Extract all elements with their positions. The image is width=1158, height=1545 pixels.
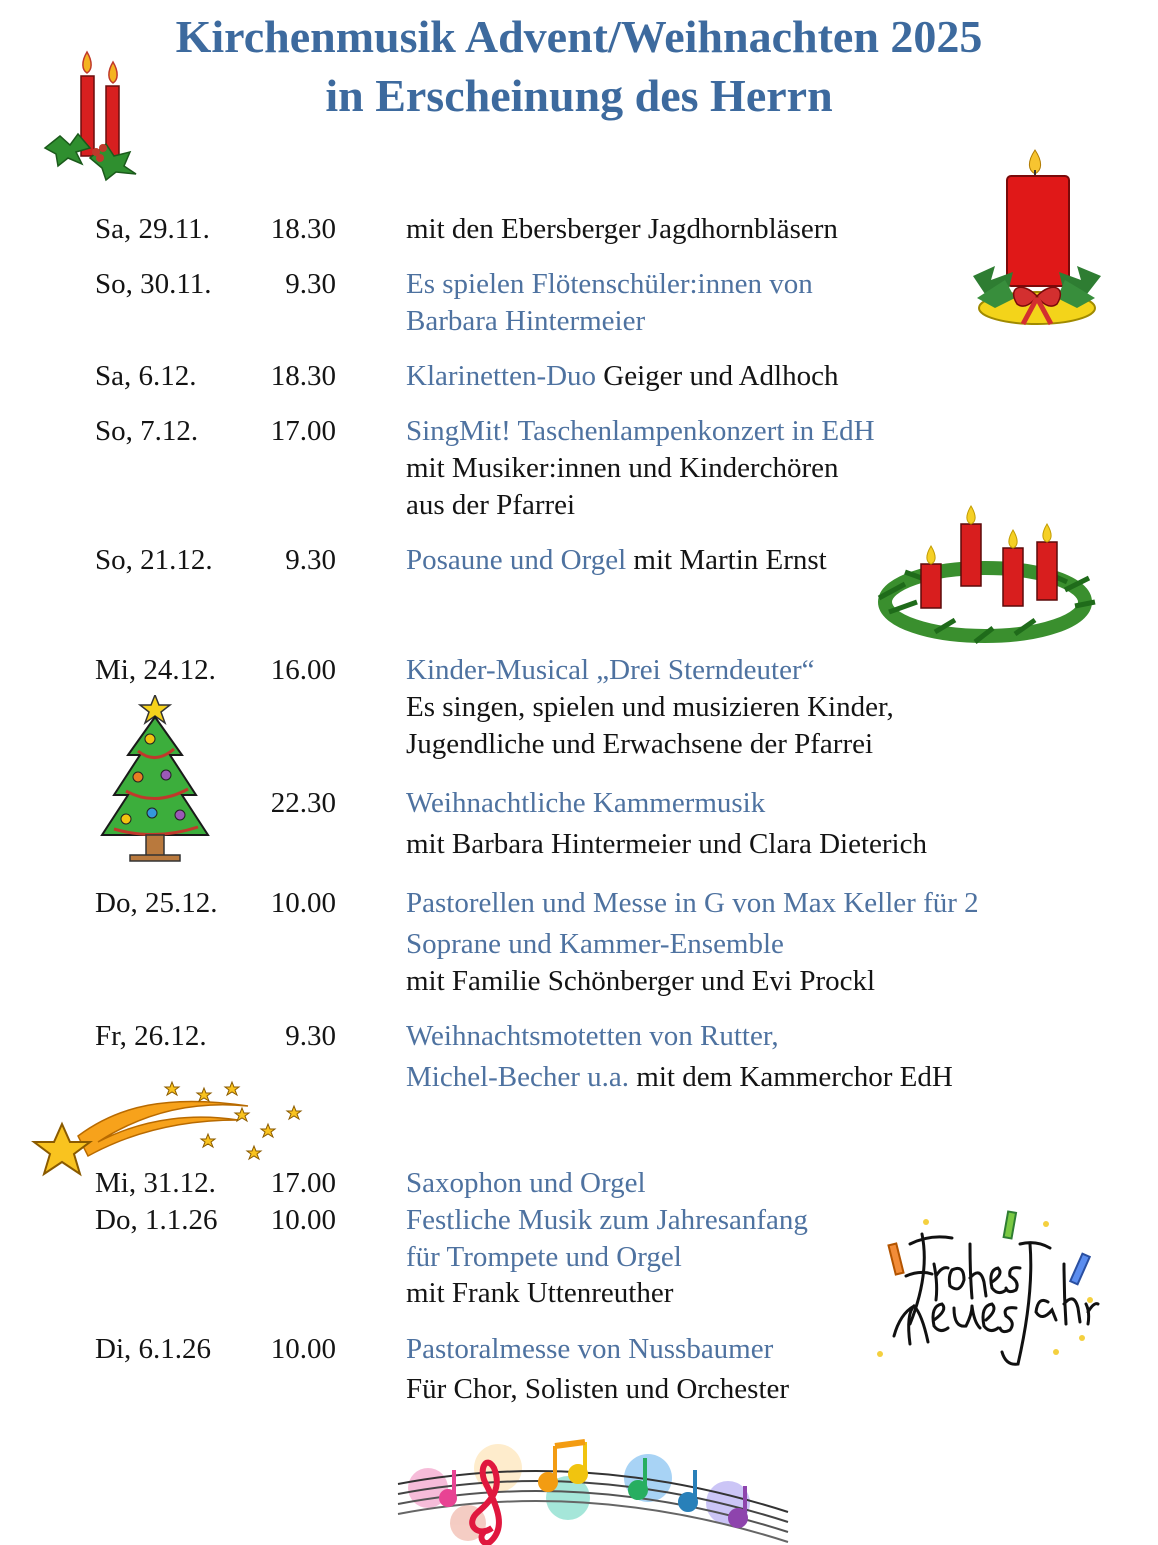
frohes-neues-jahr-fireworks-icon — [870, 1204, 1100, 1372]
highlighted-text: Festliche Musik zum Jahresanfang — [406, 1204, 808, 1236]
plain-text: mit den Ebersberger Jagdhornbläsern — [406, 213, 838, 245]
highlighted-text: Soprane und Kammer-Ensemble — [406, 928, 784, 960]
event-date: So, 30.11. — [95, 268, 212, 300]
plain-text: mit Barbara Hintermeier und Clara Dieterich — [406, 828, 927, 860]
event-time: 10.00 — [270, 1333, 336, 1365]
event-date: Fr, 26.12. — [95, 1020, 207, 1052]
highlighted-text: Pastoralmesse von Nussbaumer — [406, 1333, 774, 1365]
highlighted-text: für Trompete und Orgel — [406, 1241, 682, 1273]
event-description-line — [406, 786, 765, 820]
highlighted-text: Pastorellen und Messe in G von Max Keller für 2 — [406, 887, 979, 919]
event-date: Do, 25.12. — [95, 887, 218, 919]
event-description-line — [406, 212, 838, 246]
plain-text: Jugendliche und Erwachsene der Pfarrei — [406, 728, 874, 760]
plain-text: mit Martin Ernst — [626, 544, 827, 576]
event-time: 10.00 — [270, 887, 336, 919]
plain-text: mit Musiker:innen und Kinderchören — [406, 452, 839, 484]
event-description-line — [406, 690, 894, 724]
plain-text: Geiger und Adlhoch — [596, 360, 839, 392]
event-date: Sa, 6.12. — [95, 360, 197, 392]
event-time: 10.00 — [270, 1204, 336, 1236]
event-description-line — [406, 653, 814, 687]
highlighted-text: Weihnachtliche Kammermusik — [406, 787, 766, 819]
event-description-line — [406, 1240, 682, 1274]
event-description-line — [406, 1060, 953, 1094]
event-time: 17.00 — [270, 415, 336, 447]
event-description-line — [406, 886, 979, 920]
highlighted-text: Klarinetten-Duo — [406, 360, 597, 392]
plain-text: Es singen, spielen und musizieren Kinder, — [406, 691, 894, 723]
highlighted-text: SingMit! Taschenlampenkonzert in EdH — [406, 415, 875, 447]
event-description-line — [406, 1203, 808, 1237]
highlighted-text: Posaune und Orgel — [406, 544, 627, 576]
event-description-line — [406, 727, 873, 761]
plain-text: mit Familie Schönberger und Evi Prockl — [406, 965, 876, 997]
event-time: 17.00 — [270, 1167, 336, 1199]
event-description-line — [406, 827, 927, 861]
event-description-line — [406, 543, 827, 577]
event-time: 18.30 — [270, 213, 336, 245]
event-description-line — [406, 1019, 779, 1053]
event-time: 18.30 — [270, 360, 336, 392]
page-title-line-2: in Erscheinung des Herrn — [325, 70, 833, 121]
christmas-tree-icon — [100, 695, 210, 865]
event-time: 9.30 — [285, 1020, 336, 1052]
event-description-line — [406, 927, 784, 961]
event-date: Mi, 31.12. — [95, 1167, 216, 1199]
shooting-star-icon — [18, 1076, 308, 1186]
event-date: Mi, 24.12. — [95, 654, 216, 686]
event-time: 9.30 — [285, 268, 336, 300]
colorful-music-notes-icon — [388, 1428, 808, 1545]
event-date: So, 21.12. — [95, 544, 213, 576]
event-description-line — [406, 267, 813, 301]
event-time: 9.30 — [285, 544, 336, 576]
event-description-line — [406, 451, 839, 485]
advent-wreath-icon — [875, 502, 1097, 658]
highlighted-text: Es spielen Flötenschüler:innen von — [406, 268, 813, 300]
plain-text: mit Frank Uttenreuther — [406, 1277, 674, 1309]
plain-text: aus der Pfarrei — [406, 489, 576, 521]
page-title-line-1: Kirchenmusik Advent/Weihnachten 2025 — [175, 11, 983, 62]
plain-text: Für Chor, Solisten und Orchester — [406, 1373, 790, 1405]
highlighted-text: Saxophon und Orgel — [406, 1167, 646, 1199]
event-date: Sa, 29.11. — [95, 213, 210, 245]
red-candle-with-bow-icon — [965, 148, 1105, 330]
event-date: So, 7.12. — [95, 415, 199, 447]
highlighted-text: Kinder-Musical „Drei Sterndeuter“ — [406, 654, 815, 686]
highlighted-text: Weihnachtsmotetten von Rutter, — [406, 1020, 779, 1052]
event-description-line — [406, 414, 875, 448]
two-red-candles-with-holly-icon — [40, 48, 145, 183]
event-time: 16.00 — [270, 654, 336, 686]
event-date: Do, 1.1.26 — [95, 1204, 218, 1236]
event-description-line — [406, 488, 575, 522]
plain-text: mit dem Kammerchor EdH — [629, 1061, 953, 1093]
event-description-line — [406, 1372, 789, 1406]
highlighted-text: Barbara Hintermeier — [406, 305, 646, 337]
event-description-line — [406, 304, 645, 338]
event-description-line — [406, 359, 838, 393]
event-description-line — [406, 1332, 773, 1366]
event-description-line — [406, 1166, 646, 1200]
event-description-line — [406, 964, 875, 998]
highlighted-text: Michel-Becher u.a. — [406, 1061, 630, 1093]
event-time: 22.30 — [270, 787, 336, 819]
event-description-line — [406, 1276, 673, 1310]
event-date: Di, 6.1.26 — [95, 1333, 211, 1365]
